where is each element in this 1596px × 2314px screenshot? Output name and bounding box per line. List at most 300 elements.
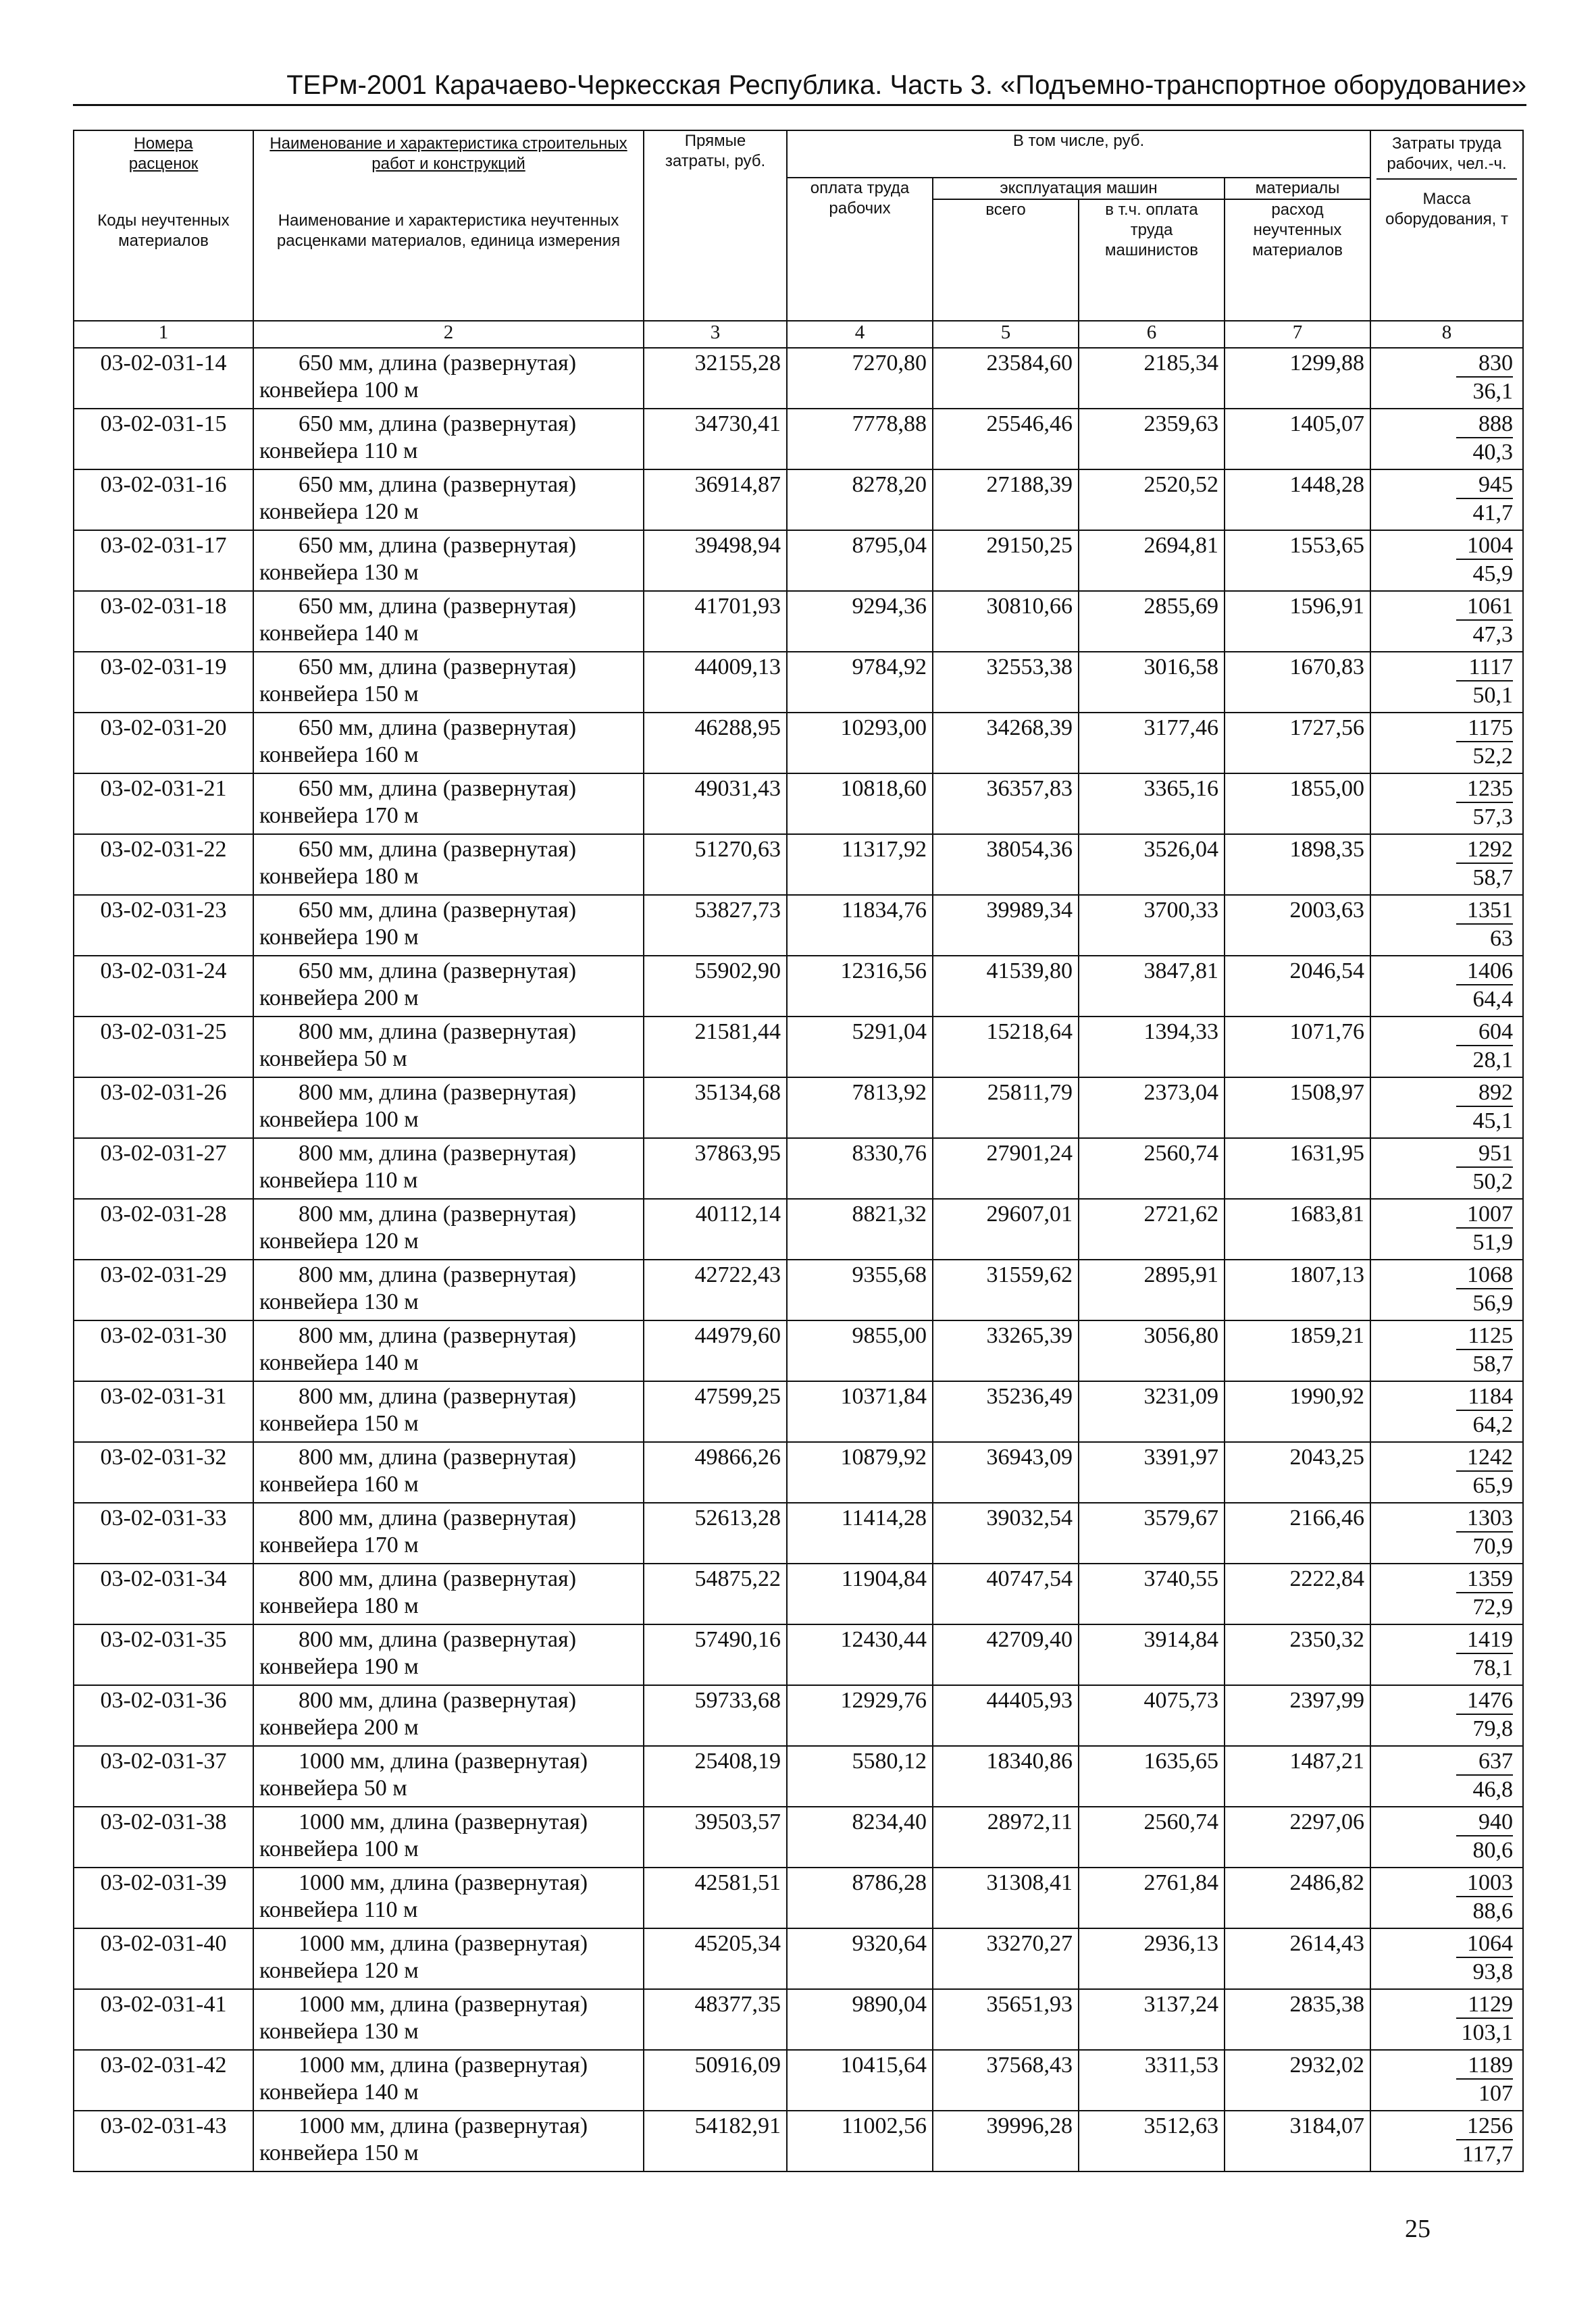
header-col8 bbox=[1370, 130, 1523, 321]
column-number: 8 bbox=[1370, 321, 1523, 348]
work-name-line1: 800 мм, длина (развернутая) bbox=[299, 1262, 577, 1287]
labor-hours-mass bbox=[1370, 895, 1523, 956]
mass-value: 47,3 bbox=[1472, 622, 1514, 647]
machine-cost-value: 34268,39 bbox=[986, 715, 1073, 740]
labor-cost bbox=[787, 895, 933, 956]
machine-cost bbox=[933, 1928, 1079, 1989]
work-name-line1: 800 мм, длина (развернутая) bbox=[299, 1202, 577, 1227]
materials-cost-value: 2932,02 bbox=[1289, 2053, 1365, 2078]
labor-cost bbox=[787, 1017, 933, 1077]
work-name-line1: 1000 мм, длина (развернутая) bbox=[299, 1870, 588, 1895]
labor-hours-mass bbox=[1370, 652, 1523, 713]
work-name-line2: конвейера 120 м bbox=[259, 1229, 419, 1254]
direct-cost-value: 39498,94 bbox=[694, 533, 781, 558]
rate-code-text: 03-02-031-22 bbox=[100, 837, 227, 862]
work-name-line1: 650 мм, длина (развернутая) bbox=[299, 594, 577, 619]
machine-cost bbox=[933, 1381, 1079, 1442]
machinist-labor-value: 3740,55 bbox=[1143, 1566, 1218, 1591]
rate-code-text: 03-02-031-15 bbox=[100, 411, 227, 436]
materials-cost bbox=[1225, 1017, 1370, 1077]
mass-value: 72,9 bbox=[1472, 1595, 1514, 1620]
rate-code-text: 03-02-031-32 bbox=[100, 1445, 227, 1470]
machinist-labor-cost bbox=[1079, 1746, 1225, 1807]
rate-code-text: 03-02-031-24 bbox=[100, 958, 227, 983]
labor-hours-value: 1007 bbox=[1456, 1202, 1513, 1229]
page-header: ТЕРм-2001 Карачаево-Черкесская Республика. Часть 3. «Подъемно-транспортное оборудование» bbox=[73, 66, 1526, 106]
materials-cost-value: 1859,21 bbox=[1289, 1323, 1365, 1348]
direct-cost bbox=[644, 2050, 787, 2111]
rate-code bbox=[74, 1868, 253, 1928]
machine-cost-value: 36357,83 bbox=[986, 776, 1073, 801]
labor-hours-value: 1235 bbox=[1456, 776, 1513, 803]
labor-cost-value: 12929,76 bbox=[840, 1688, 927, 1713]
rate-code bbox=[74, 1685, 253, 1746]
work-name-line1: 1000 мм, длина (развернутая) bbox=[299, 1931, 588, 1956]
machine-cost bbox=[933, 834, 1079, 895]
header-col8-top: Затраты труда рабочих, чел.-ч. bbox=[1376, 131, 1517, 180]
labor-hours-value: 1292 bbox=[1456, 837, 1513, 864]
direct-cost bbox=[644, 1624, 787, 1685]
materials-cost-value: 2397,99 bbox=[1289, 1688, 1365, 1713]
rate-code bbox=[74, 1746, 253, 1807]
materials-cost-value: 2297,06 bbox=[1289, 1809, 1365, 1834]
rate-code bbox=[74, 409, 253, 469]
rate-code-text: 03-02-031-29 bbox=[100, 1262, 227, 1287]
rate-code-text: 03-02-031-25 bbox=[100, 1019, 227, 1044]
mass-value: 88,6 bbox=[1472, 1899, 1514, 1924]
labor-hours-value: 1303 bbox=[1456, 1506, 1513, 1533]
machinist-labor-cost bbox=[1079, 2050, 1225, 2111]
direct-cost-value: 57490,16 bbox=[694, 1627, 781, 1652]
machine-cost-value: 27188,39 bbox=[986, 472, 1073, 497]
work-name bbox=[253, 530, 644, 591]
materials-cost-value: 2043,25 bbox=[1289, 1445, 1365, 1470]
labor-cost bbox=[787, 713, 933, 773]
labor-cost bbox=[787, 1503, 933, 1564]
machine-cost bbox=[933, 2050, 1079, 2111]
table-row bbox=[74, 469, 1523, 530]
machine-cost bbox=[933, 773, 1079, 834]
labor-hours-mass bbox=[1370, 1199, 1523, 1260]
mass-value: 117,7 bbox=[1462, 2142, 1514, 2167]
labor-hours-value: 1117 bbox=[1456, 654, 1513, 682]
machinist-labor-cost bbox=[1079, 773, 1225, 834]
rate-code bbox=[74, 1564, 253, 1624]
labor-hours-value: 892 bbox=[1456, 1080, 1513, 1107]
table-row bbox=[74, 1017, 1523, 1077]
rate-code-text: 03-02-031-28 bbox=[100, 1202, 227, 1227]
materials-cost-value: 1405,07 bbox=[1289, 411, 1365, 436]
machine-cost-value: 35651,93 bbox=[986, 1992, 1073, 2017]
machinist-labor-value: 2520,52 bbox=[1143, 472, 1218, 497]
rate-code bbox=[74, 1138, 253, 1199]
rate-code-text: 03-02-031-39 bbox=[100, 1870, 227, 1895]
machine-cost bbox=[933, 1138, 1079, 1199]
column-number: 2 bbox=[253, 321, 644, 348]
machinist-labor-value: 2560,74 bbox=[1143, 1809, 1218, 1834]
labor-hours-value: 945 bbox=[1456, 472, 1513, 499]
header-col2-bottom: Наименование и характеристика неучтенных расценками материалов, единица измерения bbox=[276, 211, 621, 250]
header-col7: расход неучтенных материалов bbox=[1225, 199, 1370, 321]
header-col1-top: Номера расценок bbox=[128, 134, 199, 173]
materials-cost bbox=[1225, 1868, 1370, 1928]
labor-hours-mass bbox=[1370, 1868, 1523, 1928]
direct-cost bbox=[644, 1138, 787, 1199]
labor-hours-value: 1419 bbox=[1456, 1627, 1513, 1654]
rate-code-text: 03-02-031-16 bbox=[100, 472, 227, 497]
table-row bbox=[74, 1260, 1523, 1320]
rate-code bbox=[74, 895, 253, 956]
direct-cost-value: 50916,09 bbox=[694, 2053, 781, 2078]
work-name-line1: 800 мм, длина (развернутая) bbox=[299, 1141, 577, 1166]
labor-hours-value: 1175 bbox=[1456, 715, 1513, 742]
machinist-labor-value: 2694,81 bbox=[1143, 533, 1218, 558]
machine-cost-value: 42709,40 bbox=[986, 1627, 1073, 1652]
labor-hours-value: 888 bbox=[1456, 411, 1513, 438]
work-name-line2: конвейера 110 м bbox=[259, 1897, 418, 1922]
work-name-line2: конвейера 180 м bbox=[259, 1593, 419, 1618]
machinist-labor-cost bbox=[1079, 1807, 1225, 1868]
work-name bbox=[253, 469, 644, 530]
rate-code bbox=[74, 1807, 253, 1868]
direct-cost-value: 52613,28 bbox=[694, 1506, 781, 1531]
table-row bbox=[74, 1077, 1523, 1138]
labor-hours-value: 1189 bbox=[1456, 2053, 1513, 2080]
materials-cost-value: 2222,84 bbox=[1289, 1566, 1365, 1591]
machine-cost-value: 39032,54 bbox=[986, 1506, 1073, 1531]
work-name-line1: 650 мм, длина (развернутая) bbox=[299, 654, 577, 679]
labor-cost bbox=[787, 348, 933, 409]
direct-cost-value: 44009,13 bbox=[694, 654, 781, 679]
table-row bbox=[74, 652, 1523, 713]
labor-cost-value: 10818,60 bbox=[840, 776, 927, 801]
machinist-labor-cost bbox=[1079, 1868, 1225, 1928]
labor-cost-value: 9784,92 bbox=[852, 654, 927, 679]
work-name bbox=[253, 1746, 644, 1807]
rate-code-text: 03-02-031-26 bbox=[100, 1080, 227, 1105]
labor-cost bbox=[787, 1138, 933, 1199]
labor-hours-mass bbox=[1370, 1260, 1523, 1320]
rate-code bbox=[74, 2050, 253, 2111]
work-name-line1: 1000 мм, длина (развернутая) bbox=[299, 2113, 588, 2138]
work-name-line2: конвейера 200 м bbox=[259, 985, 419, 1010]
direct-cost-value: 35134,68 bbox=[694, 1080, 781, 1105]
materials-cost-value: 2835,38 bbox=[1289, 1992, 1365, 2017]
rate-code bbox=[74, 469, 253, 530]
work-name bbox=[253, 1077, 644, 1138]
work-name-line1: 1000 мм, длина (развернутая) bbox=[299, 2053, 588, 2078]
labor-hours-mass bbox=[1370, 773, 1523, 834]
work-name-line2: конвейера 140 м bbox=[259, 2080, 419, 2105]
rate-code bbox=[74, 1989, 253, 2050]
rate-code-text: 03-02-031-21 bbox=[100, 776, 227, 801]
mass-value: 63 bbox=[1490, 926, 1514, 951]
labor-hours-mass bbox=[1370, 1138, 1523, 1199]
machinist-labor-cost bbox=[1079, 1503, 1225, 1564]
rate-code-text: 03-02-031-20 bbox=[100, 715, 227, 740]
table-row bbox=[74, 834, 1523, 895]
machine-cost-value: 29607,01 bbox=[986, 1202, 1073, 1227]
rate-code bbox=[74, 2111, 253, 2171]
labor-hours-value: 1125 bbox=[1456, 1323, 1513, 1350]
labor-hours-value: 1003 bbox=[1456, 1870, 1513, 1897]
materials-cost bbox=[1225, 956, 1370, 1017]
materials-cost-value: 1670,83 bbox=[1289, 654, 1365, 679]
labor-hours-mass bbox=[1370, 1989, 1523, 2050]
machine-cost bbox=[933, 2111, 1079, 2171]
column-number: 1 bbox=[74, 321, 253, 348]
machine-cost bbox=[933, 469, 1079, 530]
machine-cost-value: 40747,54 bbox=[986, 1566, 1073, 1591]
work-name-line1: 800 мм, длина (развернутая) bbox=[299, 1019, 577, 1044]
rate-code bbox=[74, 713, 253, 773]
direct-cost-value: 37863,95 bbox=[694, 1141, 781, 1166]
work-name-line2: конвейера 150 м bbox=[259, 2140, 419, 2165]
direct-cost bbox=[644, 2111, 787, 2171]
materials-cost-value: 1553,65 bbox=[1289, 533, 1365, 558]
direct-cost-value: 25408,19 bbox=[694, 1749, 781, 1774]
labor-cost bbox=[787, 834, 933, 895]
mass-value: 80,6 bbox=[1472, 1838, 1514, 1863]
rate-code bbox=[74, 1928, 253, 1989]
machinist-labor-cost bbox=[1079, 713, 1225, 773]
labor-hours-mass bbox=[1370, 409, 1523, 469]
mass-value: 45,1 bbox=[1472, 1108, 1514, 1133]
machine-cost-value: 41539,80 bbox=[986, 958, 1073, 983]
machinist-labor-cost bbox=[1079, 1685, 1225, 1746]
rate-code-text: 03-02-031-33 bbox=[100, 1506, 227, 1531]
labor-cost-value: 11002,56 bbox=[841, 2113, 927, 2138]
work-name bbox=[253, 409, 644, 469]
machine-cost bbox=[933, 1989, 1079, 2050]
machine-cost-value: 31308,41 bbox=[986, 1870, 1073, 1895]
labor-hours-mass bbox=[1370, 1746, 1523, 1807]
direct-cost bbox=[644, 1685, 787, 1746]
machinist-labor-cost bbox=[1079, 1260, 1225, 1320]
materials-cost-value: 1683,81 bbox=[1289, 1202, 1365, 1227]
table-row bbox=[74, 409, 1523, 469]
labor-hours-value: 1129 bbox=[1456, 1992, 1513, 2019]
machine-cost-value: 36943,09 bbox=[986, 1445, 1073, 1470]
work-name-line2: конвейера 140 м bbox=[259, 1350, 419, 1375]
mass-value: 50,1 bbox=[1472, 683, 1514, 708]
labor-cost bbox=[787, 1077, 933, 1138]
rate-code-text: 03-02-031-41 bbox=[100, 1992, 227, 2017]
labor-hours-mass bbox=[1370, 469, 1523, 530]
labor-hours-mass bbox=[1370, 1017, 1523, 1077]
materials-cost bbox=[1225, 652, 1370, 713]
work-name-line2: конвейера 170 м bbox=[259, 803, 419, 828]
direct-cost bbox=[644, 956, 787, 1017]
machine-cost-value: 33270,27 bbox=[986, 1931, 1073, 1956]
machine-cost-value: 23584,60 bbox=[986, 351, 1073, 376]
column-number: 6 bbox=[1079, 321, 1225, 348]
labor-hours-mass bbox=[1370, 591, 1523, 652]
materials-cost bbox=[1225, 348, 1370, 409]
work-name-line2: конвейера 110 м bbox=[259, 438, 418, 463]
rate-code-text: 03-02-031-40 bbox=[100, 1931, 227, 1956]
work-name-line2: конвейера 50 м bbox=[259, 1776, 407, 1801]
work-name bbox=[253, 1199, 644, 1260]
machine-cost bbox=[933, 1260, 1079, 1320]
work-name-line1: 800 мм, длина (развернутая) bbox=[299, 1384, 577, 1409]
materials-cost bbox=[1225, 591, 1370, 652]
table-row bbox=[74, 773, 1523, 834]
materials-cost bbox=[1225, 773, 1370, 834]
machinist-labor-cost bbox=[1079, 1017, 1225, 1077]
machinist-labor-cost bbox=[1079, 1381, 1225, 1442]
work-name-line2: конвейера 170 м bbox=[259, 1533, 419, 1558]
labor-cost bbox=[787, 591, 933, 652]
work-name bbox=[253, 1624, 644, 1685]
labor-hours-value: 1068 bbox=[1456, 1262, 1513, 1289]
labor-hours-mass bbox=[1370, 1624, 1523, 1685]
rate-code-text: 03-02-031-30 bbox=[100, 1323, 227, 1348]
header-col2-top: Наименование и характеристика строительных работ и конструкций bbox=[269, 134, 627, 173]
direct-cost-value: 41701,93 bbox=[694, 594, 781, 619]
machinist-labor-cost bbox=[1079, 1199, 1225, 1260]
labor-hours-mass bbox=[1370, 1807, 1523, 1868]
direct-cost-value: 48377,35 bbox=[694, 1992, 781, 2017]
labor-cost bbox=[787, 1807, 933, 1868]
mass-value: 52,2 bbox=[1472, 744, 1514, 769]
rate-code-text: 03-02-031-17 bbox=[100, 533, 227, 558]
table-row bbox=[74, 2111, 1523, 2171]
labor-hours-mass bbox=[1370, 530, 1523, 591]
mass-value: 46,8 bbox=[1472, 1777, 1514, 1802]
work-name bbox=[253, 1503, 644, 1564]
header-col4: оплата труда рабочих bbox=[787, 178, 933, 321]
work-name-line1: 800 мм, длина (развернутая) bbox=[299, 1688, 577, 1713]
mass-value: 65,9 bbox=[1472, 1473, 1514, 1498]
direct-cost bbox=[644, 1017, 787, 1077]
work-name-line1: 800 мм, длина (развернутая) bbox=[299, 1445, 577, 1470]
table-row bbox=[74, 1807, 1523, 1868]
machinist-labor-value: 3847,81 bbox=[1143, 958, 1218, 983]
work-name-line1: 800 мм, длина (развернутая) bbox=[299, 1323, 577, 1348]
mass-value: 58,7 bbox=[1472, 865, 1514, 890]
machine-cost bbox=[933, 1807, 1079, 1868]
labor-cost-value: 8821,32 bbox=[852, 1202, 927, 1227]
work-name-line1: 650 мм, длина (развернутая) bbox=[299, 351, 577, 376]
machinist-labor-cost bbox=[1079, 1138, 1225, 1199]
machine-cost bbox=[933, 409, 1079, 469]
labor-cost bbox=[787, 1685, 933, 1746]
labor-cost-value: 10415,64 bbox=[840, 2053, 927, 2078]
header-col3: Прямые затраты, руб. bbox=[644, 130, 787, 321]
materials-cost-value: 1596,91 bbox=[1289, 594, 1365, 619]
machine-cost bbox=[933, 713, 1079, 773]
labor-cost bbox=[787, 2050, 933, 2111]
direct-cost bbox=[644, 530, 787, 591]
labor-cost bbox=[787, 2111, 933, 2171]
labor-cost bbox=[787, 1199, 933, 1260]
direct-cost bbox=[644, 469, 787, 530]
machinist-labor-cost bbox=[1079, 652, 1225, 713]
direct-cost bbox=[644, 409, 787, 469]
direct-cost-value: 54182,91 bbox=[694, 2113, 781, 2138]
rate-code-text: 03-02-031-36 bbox=[100, 1688, 227, 1713]
work-name bbox=[253, 713, 644, 773]
header-col8-bottom: Масса оборудования, т bbox=[1385, 190, 1508, 228]
labor-cost bbox=[787, 469, 933, 530]
direct-cost-value: 47599,25 bbox=[694, 1384, 781, 1409]
direct-cost bbox=[644, 1199, 787, 1260]
machine-cost-value: 39989,34 bbox=[986, 898, 1073, 923]
direct-cost-value: 34730,41 bbox=[694, 411, 781, 436]
direct-cost-value: 32155,28 bbox=[694, 351, 781, 376]
header-machines: эксплуатация машин bbox=[933, 178, 1225, 199]
materials-cost bbox=[1225, 834, 1370, 895]
table-row bbox=[74, 713, 1523, 773]
materials-cost-value: 3184,07 bbox=[1289, 2113, 1365, 2138]
materials-cost-value: 1299,88 bbox=[1289, 351, 1365, 376]
table-row bbox=[74, 1320, 1523, 1381]
direct-cost-value: 59733,68 bbox=[694, 1688, 781, 1713]
materials-cost bbox=[1225, 1685, 1370, 1746]
rate-code bbox=[74, 530, 253, 591]
labor-hours-value: 1184 bbox=[1456, 1384, 1513, 1411]
materials-cost-value: 2003,63 bbox=[1289, 898, 1365, 923]
machinist-labor-cost bbox=[1079, 834, 1225, 895]
mass-value: 36,1 bbox=[1472, 379, 1514, 404]
direct-cost-value: 21581,44 bbox=[694, 1019, 781, 1044]
work-name-line2: конвейера 120 м bbox=[259, 1958, 419, 1983]
direct-cost-value: 46288,95 bbox=[694, 715, 781, 740]
rate-code bbox=[74, 1320, 253, 1381]
labor-cost-value: 5580,12 bbox=[852, 1749, 927, 1774]
work-name-line1: 650 мм, длина (развернутая) bbox=[299, 837, 577, 862]
work-name bbox=[253, 2111, 644, 2171]
table-row bbox=[74, 1624, 1523, 1685]
labor-cost-value: 9855,00 bbox=[852, 1323, 927, 1348]
work-name bbox=[253, 1138, 644, 1199]
labor-cost-value: 9320,64 bbox=[852, 1931, 927, 1956]
direct-cost bbox=[644, 1746, 787, 1807]
labor-hours-mass bbox=[1370, 1685, 1523, 1746]
materials-cost bbox=[1225, 1807, 1370, 1868]
labor-cost-value: 10371,84 bbox=[840, 1384, 927, 1409]
direct-cost bbox=[644, 1442, 787, 1503]
machinist-labor-value: 2721,62 bbox=[1143, 1202, 1218, 1227]
rate-code-text: 03-02-031-34 bbox=[100, 1566, 227, 1591]
materials-cost-value: 1807,13 bbox=[1289, 1262, 1365, 1287]
work-name bbox=[253, 1868, 644, 1928]
mass-value: 78,1 bbox=[1472, 1655, 1514, 1680]
materials-cost-value: 1855,00 bbox=[1289, 776, 1365, 801]
labor-cost-value: 5291,04 bbox=[852, 1019, 927, 1044]
mass-value: 70,9 bbox=[1472, 1534, 1514, 1559]
machine-cost bbox=[933, 1320, 1079, 1381]
machinist-labor-cost bbox=[1079, 956, 1225, 1017]
work-name bbox=[253, 834, 644, 895]
rate-code bbox=[74, 1442, 253, 1503]
work-name-line2: конвейера 180 м bbox=[259, 864, 419, 889]
work-name bbox=[253, 348, 644, 409]
labor-cost bbox=[787, 956, 933, 1017]
materials-cost bbox=[1225, 409, 1370, 469]
materials-cost bbox=[1225, 1320, 1370, 1381]
rate-code-text: 03-02-031-18 bbox=[100, 594, 227, 619]
machine-cost-value: 25811,79 bbox=[987, 1080, 1073, 1105]
machine-cost bbox=[933, 1746, 1079, 1807]
labor-hours-mass bbox=[1370, 2050, 1523, 2111]
direct-cost bbox=[644, 591, 787, 652]
machinist-labor-value: 3391,97 bbox=[1143, 1445, 1218, 1470]
price-table bbox=[73, 130, 1524, 2172]
mass-value: 64,4 bbox=[1472, 987, 1514, 1012]
rate-code bbox=[74, 1503, 253, 1564]
